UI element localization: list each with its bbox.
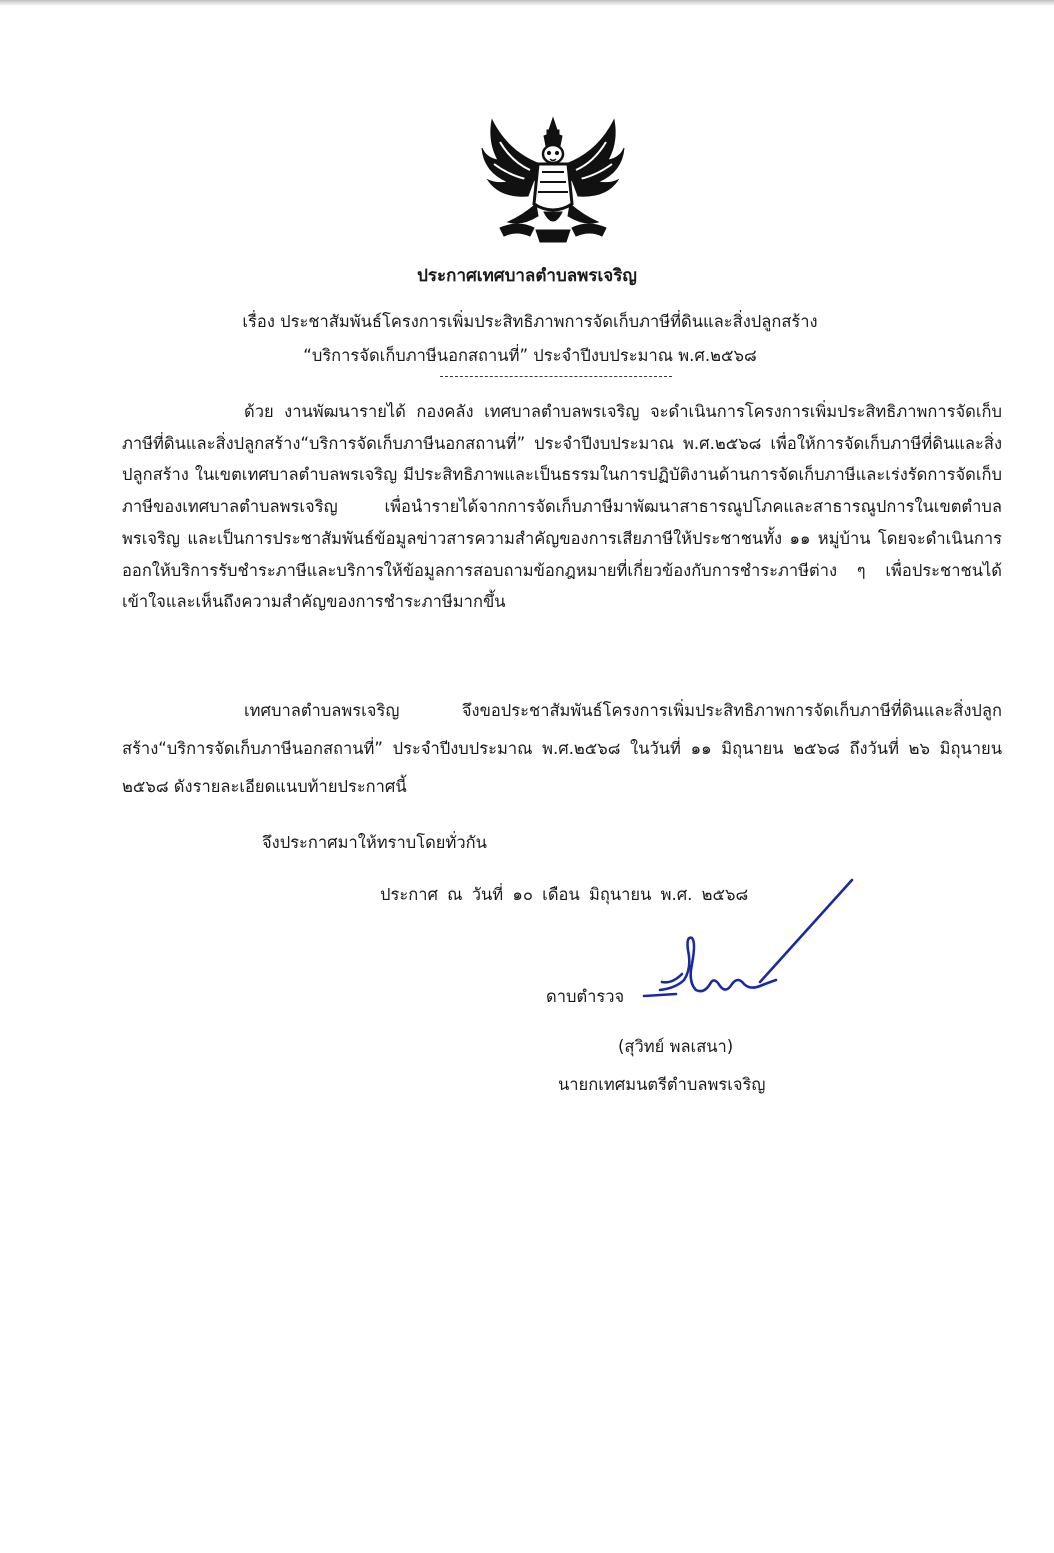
body-paragraph-2	[122, 692, 1002, 806]
signer-name: (สุวิทย์ พลเสนา)	[618, 1037, 734, 1056]
title-divider	[440, 376, 672, 377]
announcement-title: ประกาศเทศบาลตำบลพรเจริญ	[417, 266, 637, 286]
closing-statement: จึงประกาศมาให้ทราบโดยทั่วกัน	[262, 833, 487, 852]
subject-line-2: “บริการจัดเก็บภาษีนอกสถานที่” ประจำปีงบประมาณ พ.ศ.๒๕๖๘	[303, 346, 757, 365]
body-paragraph-2-text: เทศบาลตำบลพรเจริญ จึงขอประชาสัมพันธ์โครงการเพิ่มประสิทธิภาพการจัดเก็บภาษีที่ดินและสิ่งปลูกสร้าง“บริการจัดเก็บภาษีนอกสถานที่” ประจำปีงบประมาณ พ.ศ.๒๕๖๘ ในวันที่ ๑๑ มิถุนายน ๒๕๖๘ ถึงวันที่ ๒๖ มิถุนายน ๒๕๖๘ ดังรายละเอียดแนบท้ายประกาศนี้	[122, 701, 1002, 796]
announcement-subject	[100, 305, 960, 373]
body-paragraph-1-text: ด้วย งานพัฒนารายได้ กองคลัง เทศบาลตำบลพรเจริญ จะดำเนินการโครงการเพิ่มประสิทธิภาพการจัดเก็บภาษีที่ดินและสิ่งปลูกสร้าง“บริการจัดเก็บภาษีนอกสถานที่” ประจำปีงบประมาณ พ.ศ.๒๕๖๘ เพื่อให้การจัดเก็บภาษีที่ดินและสิ่งปลูกสร้าง ในเขตเทศบาลตำบลพรเจริญ มีประสิทธิภาพและเป็นธรรมในการปฏิบัติงานด้านการจัดเก็บภาษีและเร่งรัดการจัดเก็บภาษีของเทศบาลตำบลพรเจริญ เพื่อนำรายได้จากการจัดเก็บภาษีมาพัฒนาสาธารณูปโภคและสาธารณูปการในเขตตำบลพรเจริญ และเป็นการประชาสัมพันธ์ข้อมูลข่าวสารความสำคัญของการเสียภาษีให้ประชาชนทั้ง ๑๑ หมู่บ้าน โดยจะดำเนินการออกให้บริการรับชำระภาษีและบริการให้ข้อมูลการสอบถามข้อกฎหมายที่เกี่ยวข้องกับการชำระภาษีต่าง ๆ เพื่อประชาชนได้เข้าใจและเห็นถึงความสำคัญของการชำระภาษีมากขึ้น	[122, 402, 1002, 612]
handwritten-signature-icon	[600, 872, 870, 1012]
garuda-emblem-icon	[478, 112, 628, 252]
signer-rank: ดาบตำรวจ	[546, 987, 625, 1006]
page-top-edge	[0, 0, 1054, 6]
announcement-date: ประกาศ ณ วันที่ ๑๐ เดือน มิถุนายน พ.ศ. ๒๕๖๘	[380, 885, 749, 904]
signer-position: นายกเทศมนตรีตำบลพรเจริญ	[558, 1075, 766, 1094]
subject-line-1: เรื่อง ประชาสัมพันธ์โครงการเพิ่มประสิทธิภาพการจัดเก็บภาษีที่ดินและสิ่งปลูกสร้าง	[242, 312, 818, 331]
body-paragraph-1	[122, 396, 1002, 618]
